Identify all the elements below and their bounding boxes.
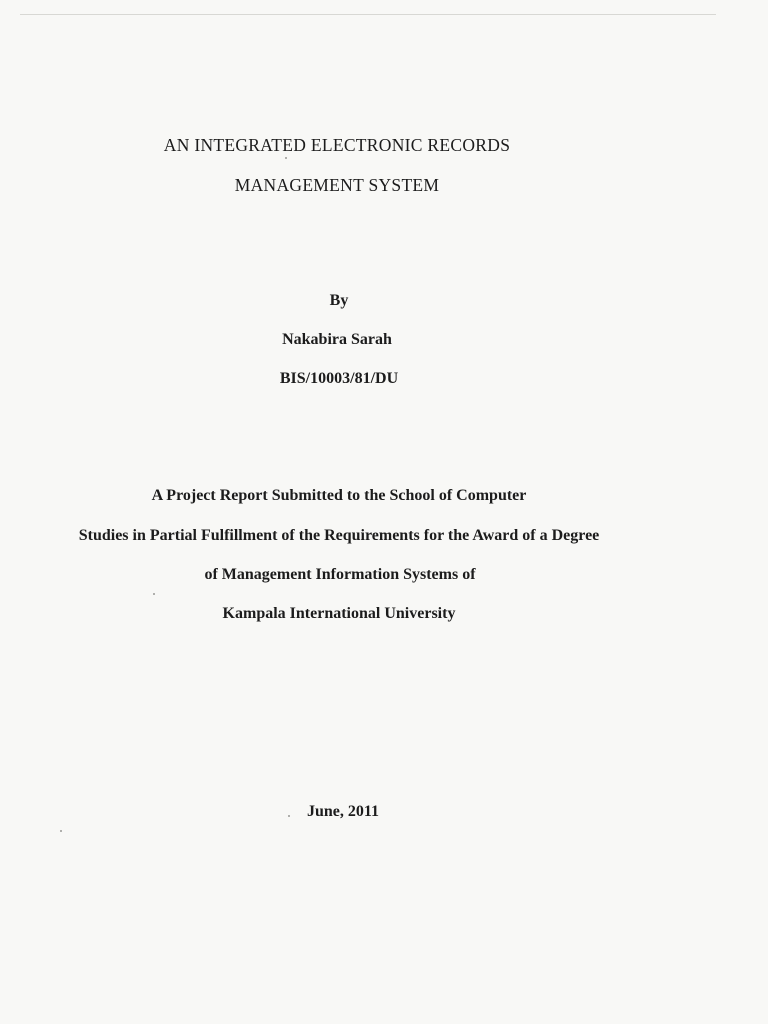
registration-number: BIS/10003/81/DU <box>279 370 399 387</box>
submission-line-4: Kampala International University <box>222 605 456 622</box>
author-name: Nakabira Sarah <box>282 331 392 348</box>
by-label: By <box>329 292 349 309</box>
submission-line-1: A Project Report Submitted to the School of Computer <box>151 487 527 504</box>
scan-edge-line <box>20 14 716 15</box>
submission-line-3: of Management Information Systems of <box>204 566 476 583</box>
submission-date: June, 2011 <box>306 803 380 820</box>
submission-line-2: Studies in Partial Fulfillment of the Requirements for the Award of a Degree <box>78 527 600 544</box>
title-line-1: AN INTEGRATED ELECTRONIC RECORDS <box>163 135 511 155</box>
title-line-2: MANAGEMENT SYSTEM <box>234 175 440 195</box>
scan-speck <box>285 157 287 159</box>
scan-speck <box>153 593 155 595</box>
scan-speck <box>288 815 290 817</box>
scan-speck <box>60 830 62 832</box>
